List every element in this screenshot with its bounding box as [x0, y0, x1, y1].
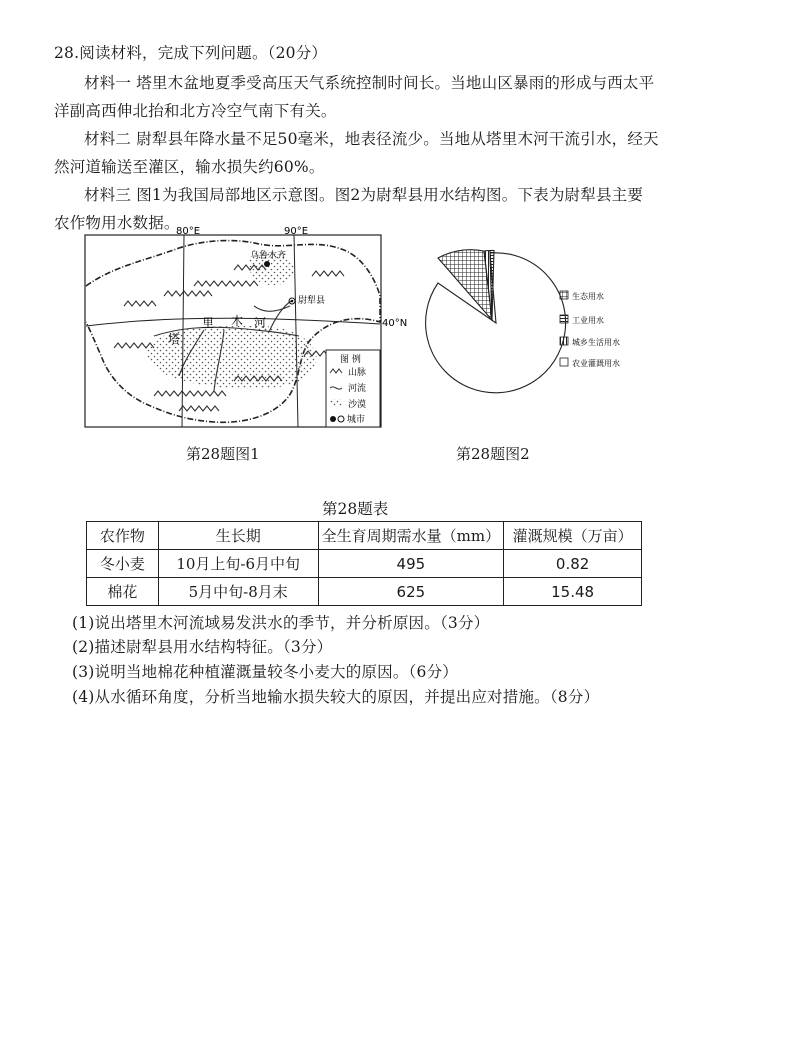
map-legend	[326, 350, 380, 427]
table-header-cell: 农作物	[87, 522, 159, 550]
subquestion-3: (3)说明当地棉花种植灌溉量较冬小麦大的原因。（6分）	[72, 663, 458, 681]
table-header-row	[87, 522, 642, 550]
material3-line2: 农作物用水数据。	[54, 214, 180, 232]
table-cell: 棉花	[87, 578, 159, 606]
pie-slice-agriculture	[426, 253, 566, 393]
legend-desert-icon	[330, 399, 342, 407]
material3-line1: 材料三 图1为我国局部地区示意图。图2为尉犁县用水结构图。下表为尉犁县主要	[84, 186, 644, 204]
legend-desert: 沙漠	[348, 400, 367, 410]
table-header-cell: 生长期	[158, 522, 318, 550]
table-cell: 0.82	[504, 550, 642, 578]
figure1-map	[84, 226, 408, 438]
table-cell: 495	[318, 550, 504, 578]
figure2-caption: 第28题图2	[456, 445, 530, 463]
legend-industry: 工业用水	[572, 316, 604, 325]
city-urumqi-marker	[264, 261, 270, 267]
crop-water-table	[86, 521, 642, 606]
legend-ecology-swatch	[560, 291, 568, 299]
figure1-caption: 第28题图1	[186, 445, 260, 463]
material1-line1: 材料一 塔里木盆地夏季受高压天气系统控制时间长。当地山区暴雨的形成与西太平	[84, 74, 655, 92]
label-river-1: 塔	[168, 332, 181, 346]
label-river-3: 木	[231, 314, 244, 328]
label-yuli: 尉犁县	[298, 296, 326, 306]
legend-title: 图 例	[340, 355, 361, 365]
table-cell: 10月上旬-6月中旬	[158, 550, 318, 578]
table-header-cell: 全生育周期需水量（mm）	[318, 522, 504, 550]
pie-legend	[560, 291, 620, 368]
label-urumqi: 乌鲁木齐	[250, 251, 287, 261]
table-row	[87, 578, 642, 606]
label-90e: 90°E	[284, 226, 309, 237]
legend-domestic-swatch	[560, 337, 568, 345]
subquestion-1: (1)说出塔里木河流域易发洪水的季节，并分析原因。（3分）	[72, 614, 490, 632]
legend-domestic: 城乡生活用水	[572, 338, 620, 347]
legend-mountain: 山脉	[348, 368, 367, 378]
table-header-cell: 灌溉规模（万亩）	[504, 522, 642, 550]
label-river-2: 里	[202, 316, 215, 330]
table-cell: 625	[318, 578, 504, 606]
table-caption: 第28题表	[322, 500, 389, 518]
legend-agriculture-swatch	[560, 358, 568, 366]
figure2-pie	[418, 248, 640, 430]
legend-agriculture: 农业灌溉用水	[572, 359, 620, 368]
material1-line2: 洋副高西伸北抬和北方冷空气南下有关。	[54, 102, 337, 120]
subquestion-2: (2)描述尉犁县用水结构特征。（3分）	[72, 638, 333, 656]
legend-industry-swatch	[560, 315, 568, 323]
table-row	[87, 550, 642, 578]
subquestion-4: (4)从水循环角度，分析当地输水损失较大的原因，并提出应对措施。（8分）	[72, 688, 600, 706]
legend-river: 河流	[348, 384, 367, 394]
table-cell: 冬小麦	[87, 550, 159, 578]
label-river-4: 河	[254, 316, 267, 330]
table-cell: 5月中旬-8月末	[158, 578, 318, 606]
pie-slices	[426, 250, 566, 393]
table-cell: 15.48	[504, 578, 642, 606]
legend-city: 城市	[347, 415, 366, 425]
legend-ecology: 生态用水	[572, 292, 604, 301]
material2-line2: 然河道输送至灌区，输水损失约60%。	[54, 158, 325, 176]
material2-line1: 材料二 尉犁县年降水量不足50毫米，地表径流少。当地从塔里木河干流引水，经天	[84, 130, 659, 148]
legend-city-icon	[330, 416, 336, 422]
label-80e: 80°E	[176, 226, 201, 237]
label-40n: 40°N	[382, 318, 408, 329]
question-title: 28.阅读材料，完成下列问题。（20分）	[54, 44, 328, 62]
